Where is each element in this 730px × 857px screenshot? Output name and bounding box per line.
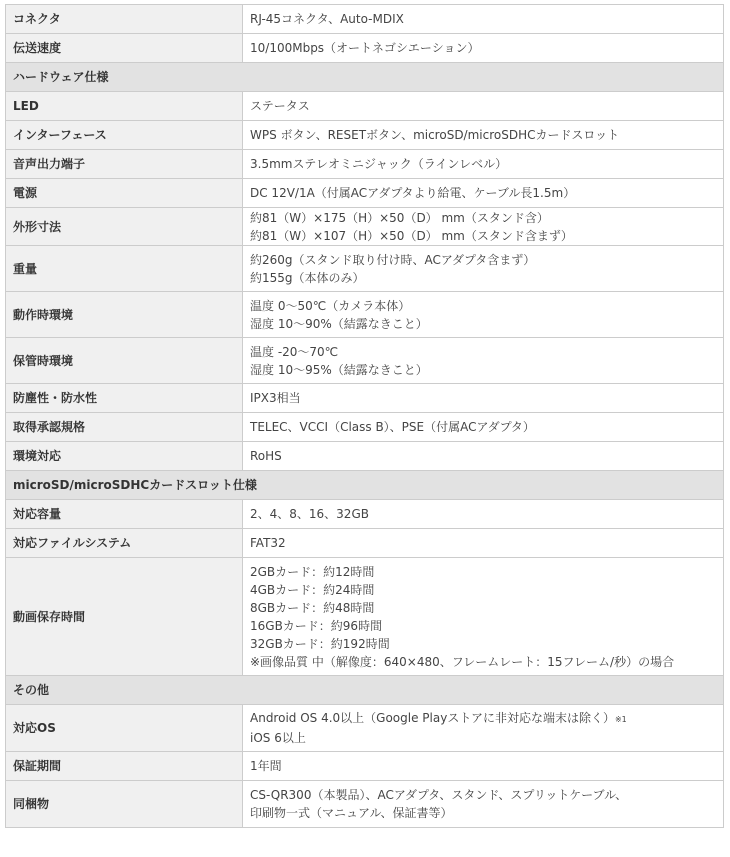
spec-value-text: 印刷物一式（マニュアル、保証書等）: [250, 806, 453, 820]
spec-row: [6, 558, 724, 676]
spec-table: [5, 4, 724, 828]
section-title: microSD/microSDHCカードスロット仕様: [6, 471, 724, 500]
spec-value: [243, 246, 724, 292]
spec-value-line: [250, 209, 716, 227]
spec-label: インターフェース: [6, 121, 243, 150]
spec-label: 環境対応: [6, 442, 243, 471]
spec-value: [243, 442, 724, 471]
spec-value: [243, 500, 724, 529]
spec-value-text: 湿度 10～90%（結露なきこと）: [250, 316, 428, 331]
spec-value-text: FAT32: [250, 536, 286, 550]
spec-label: 伝送速度: [6, 34, 243, 63]
footnote-mark: ※1: [614, 715, 627, 724]
spec-value-line: [250, 709, 716, 729]
spec-label: 対応ファイルシステム: [6, 529, 243, 558]
spec-value-text: IPX3相当: [250, 391, 301, 405]
spec-value: [243, 413, 724, 442]
spec-value-line: [250, 447, 716, 465]
spec-value: [243, 338, 724, 384]
section-header-row: [6, 63, 724, 92]
spec-value-text: 約260g（スタンド取り付け時、ACアダプタ含まず）: [250, 252, 536, 267]
spec-row: [6, 500, 724, 529]
spec-value-text: 湿度 10～95%（結露なきこと）: [250, 362, 428, 377]
spec-row: [6, 413, 724, 442]
spec-value-line: [250, 184, 716, 202]
spec-value-line: [250, 269, 716, 287]
spec-value-text: 約81（W）×175（H）×50（D） mm（スタンド含）: [250, 210, 549, 225]
spec-value-text: 16GBカード：約96時間: [250, 618, 383, 633]
section-title: ハードウェア仕様: [6, 63, 724, 92]
spec-value: [243, 781, 724, 828]
spec-value-line: [250, 418, 716, 436]
spec-value-text: 2、4、8、16、32GB: [250, 507, 369, 521]
spec-value-text: ステータス: [250, 99, 310, 113]
spec-value-line: [250, 534, 716, 552]
spec-value-text: ※画像品質 中（解像度：640×480、フレームレート：15フレーム/秒）の場合: [250, 654, 675, 669]
spec-value-line: [250, 315, 716, 333]
spec-label: コネクタ: [6, 5, 243, 34]
spec-row: [6, 208, 724, 246]
spec-row: [6, 384, 724, 413]
spec-value: [243, 92, 724, 121]
spec-value-line: [250, 786, 716, 804]
spec-value-line: [250, 617, 716, 635]
spec-row: [6, 705, 724, 752]
spec-row: [6, 246, 724, 292]
spec-value-line: [250, 126, 716, 144]
spec-value-text: CS-QR300（本製品）、ACアダプタ、スタンド、スプリットケーブル、: [250, 788, 628, 802]
spec-value: [243, 150, 724, 179]
spec-value-line: [250, 361, 716, 379]
section-title: その他: [6, 676, 724, 705]
spec-value-text: iOS 6以上: [250, 731, 306, 745]
spec-value: [243, 705, 724, 752]
spec-value-line: [250, 251, 716, 269]
spec-table-body: [6, 5, 724, 828]
spec-value-text: 温度 0～50℃（カメラ本体）: [250, 298, 411, 313]
spec-value-line: [250, 653, 716, 671]
spec-value: [243, 292, 724, 338]
spec-value-line: [250, 97, 716, 115]
spec-row: [6, 5, 724, 34]
spec-row: [6, 529, 724, 558]
spec-value: [243, 384, 724, 413]
spec-label: LED: [6, 92, 243, 121]
spec-row: [6, 179, 724, 208]
spec-value-line: [250, 505, 716, 523]
spec-value-line: [250, 757, 716, 775]
spec-value: [243, 5, 724, 34]
spec-row: [6, 781, 724, 828]
spec-value-line: [250, 581, 716, 599]
spec-value-text: 1年間: [250, 759, 282, 773]
spec-value-text: Android OS 4.0以上（Google Playストアに非対応な端末は除く）: [250, 711, 615, 725]
spec-value-line: [250, 804, 716, 822]
spec-row: [6, 442, 724, 471]
spec-label: 動画保存時間: [6, 558, 243, 676]
spec-label: 動作時環境: [6, 292, 243, 338]
spec-label: 音声出力端子: [6, 150, 243, 179]
spec-value: [243, 558, 724, 676]
spec-value: [243, 34, 724, 63]
spec-value-text: 4GBカード：約24時間: [250, 582, 375, 597]
spec-value-text: DC 12V/1A（付属ACアダプタより給電、ケーブル長1.5m）: [250, 186, 576, 200]
spec-value: [243, 208, 724, 246]
spec-label: 電源: [6, 179, 243, 208]
spec-value-text: 2GBカード：約12時間: [250, 564, 375, 579]
spec-value-text: 32GBカード：約192時間: [250, 636, 390, 651]
spec-value-line: [250, 155, 716, 173]
spec-row: [6, 92, 724, 121]
spec-value-text: 3.5mmステレオミニジャック（ラインレベル）: [250, 157, 508, 171]
spec-value-text: 8GBカード：約48時間: [250, 600, 375, 615]
spec-value-line: [250, 39, 716, 57]
spec-value-text: 約155g（本体のみ）: [250, 270, 365, 285]
spec-label: 外形寸法: [6, 208, 243, 246]
spec-row: [6, 338, 724, 384]
spec-value: [243, 121, 724, 150]
spec-value-line: [250, 10, 716, 28]
spec-label: 同梱物: [6, 781, 243, 828]
spec-value-line: [250, 343, 716, 361]
spec-value-line: [250, 599, 716, 617]
section-header-row: [6, 471, 724, 500]
spec-label: 保管時環境: [6, 338, 243, 384]
spec-label: 防塵性・防水性: [6, 384, 243, 413]
spec-row: [6, 34, 724, 63]
spec-value: [243, 179, 724, 208]
spec-value-text: RoHS: [250, 449, 282, 463]
spec-value-line: [250, 389, 716, 407]
spec-value-line: [250, 729, 716, 747]
spec-value-text: 温度 -20～70℃: [250, 344, 339, 359]
spec-label: 保証期間: [6, 752, 243, 781]
spec-label: 対応OS: [6, 705, 243, 752]
spec-value-line: [250, 563, 716, 581]
spec-value-text: WPS ボタン、RESETボタン、microSD/microSDHCカードスロット: [250, 128, 620, 142]
spec-row: [6, 752, 724, 781]
spec-label: 対応容量: [6, 500, 243, 529]
spec-value-line: [250, 635, 716, 653]
spec-row: [6, 292, 724, 338]
spec-value-text: TELEC、VCCI（Class B）、PSE（付属ACアダプタ）: [250, 420, 535, 434]
spec-value-text: 約81（W）×107（H）×50（D） mm（スタンド含まず）: [250, 228, 573, 243]
spec-row: [6, 150, 724, 179]
spec-value-line: [250, 297, 716, 315]
spec-value: [243, 529, 724, 558]
spec-label: 取得承認規格: [6, 413, 243, 442]
spec-value-text: 10/100Mbps（オートネゴシエーション）: [250, 41, 480, 55]
spec-value: [243, 752, 724, 781]
spec-value-text: RJ-45コネクタ、Auto-MDIX: [250, 12, 404, 26]
spec-value-line: [250, 227, 716, 245]
spec-label: 重量: [6, 246, 243, 292]
spec-row: [6, 121, 724, 150]
section-header-row: [6, 676, 724, 705]
